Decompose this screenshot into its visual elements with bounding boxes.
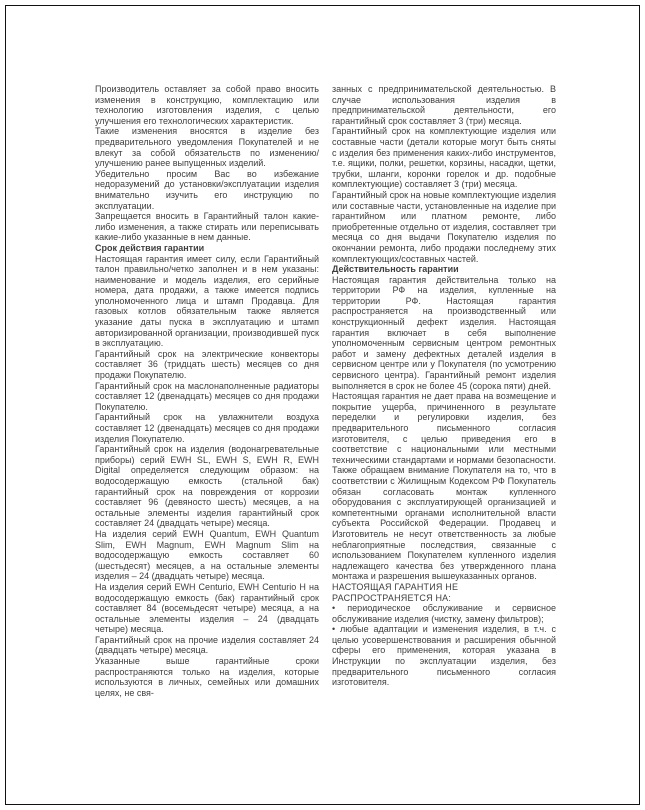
paragraph: Гарантийный срок на электрические конвекторы составляет 36 (тридцать шесть) месяцев со дня продажи Покупателю. <box>95 348 319 381</box>
paragraph: Указанные выше гарантийные сроки распространяются только на изделия, которые используются в личных, семейных или домашних целях, не свя- <box>95 656 319 698</box>
paragraph: Производитель оставляет за собой право вносить изменения в конструкцию, комплектацию или технологию изготовления изделия, с целью улучшения его технологических характеристик. <box>95 84 319 126</box>
section-heading: Действительность гарантии <box>332 264 459 275</box>
warranty-text-block <box>95 84 557 698</box>
paragraph: Гарантийный срок на изделия (водонагревательные приборы) серий EWH SL, EWH S, EWH R, EWH Digital определяется следующим образом: на водосодержащую емкость (стальной бак) гарантийный срок на повреждения от коррозии составляет 96 (девяносто шесть) месяцев, а на остальные элементы изделия гарантийный срок составляет 24 (двадцать четыре) месяца. <box>95 444 319 529</box>
paragraph: Убедительно просим Вас во избежание недоразумений до установки/эксплуатации изделия внимательно изучить его инструкцию по эксплуатации. <box>95 168 319 211</box>
paragraph: Запрещается вносить в Гарантийный талон какие-либо изменения, а также стирать или переписывать какие-либо указанные в нем данные. <box>95 211 319 243</box>
paragraph: Настоящая гарантия имеет силу, если Гарантийный талон правильно/четко заполнен и в нем указаны: наименование и модель изделия, его серийные номера, дата продажи, а также имеется подпись уполномоченного лица и штамп Продавца. Для газовых котлов обязательным также является указание даты пуска в эксплуатацию и штамп авторизированной организации, производившей пуск в эксплуатацию. <box>95 253 319 349</box>
bullet-item: • периодическое обслуживание и сервисное обслуживание изделия (чистку, замену фильтров); <box>332 603 556 624</box>
right-column <box>332 84 556 698</box>
paragraph: занных с предпринимательской деятельностью. В случае использования изделия в предпринимательской деятельности, его гарантийный срок составляет 3 (три) месяца. <box>332 84 556 126</box>
section-heading: Срок действия гарантии <box>95 242 205 253</box>
paragraph: Настоящая гарантия не дает права на возмещение и покрытие ущерба, причиненного в результате переделки и регулировки изделия, без предварительного письменного согласия изготовителя, с целью приведения его в соответствие с национальными или местными техническими стандартами и нормами безопасности. Также обращаем внимание Покупателя на то, что в соответствии с Жилищным Кодексом РФ Покупатель обязан согласовать монтаж купленного оборудования с эксплуатирующей организацией и компетентными органами исполнительной власти субъекта Российской Федерации. Продавец и Изготовитель не несут ответственность за любые неблагоприятные последствия, связанные с использованием Покупателем купленного изделия надлежащего качества без утвержденного плана монтажа и разрешения вышеуказанных органов. <box>332 391 556 582</box>
paragraph: Гарантийный срок на маслонаполненные радиаторы составляет 12 (двенадцать) месяцев со дня продажи Покупателю. <box>95 380 319 412</box>
paragraph: Такие изменения вносятся в изделие без предварительного уведомления Покупателей и не влекут за собой обязательств по изменению/улучшению ранее выпущенных изделий. <box>95 126 319 169</box>
paragraph: На изделия серий EWH Centurio, EWH Centurio H на водосодержащую емкость (бак) гарантийный срок составляет 84 (восемьдесят четыре) месяца, а на остальные элементы изделия – 24 (двадцать четыре) месяца. <box>95 581 319 635</box>
caps-heading: НАСТОЯЩАЯ ГАРАНТИЯ НЕ РАСПРОСТРАНЯЕТСЯ НА: <box>332 581 459 603</box>
paragraph: Настоящая гарантия действительна только на территории РФ на изделия, купленные на территории РФ. Настоящая гарантия распространяется на производственный или конструкционный дефект изделия. Настоящая гарантия включает в себя выполнение уполномоченным сервисным центром ремонтных работ и замену дефектных деталей изделия в сервисном центре или у Покупателя (по усмотрению сервисного центра). Гарантийный ремонт изделия выполняется в срок не более 45 (сорока пяти) дней. <box>332 274 556 391</box>
paragraph: Гарантийный срок на комплектующие изделия или составные части (детали которые могут быть сняты с изделия без применения каких-либо инструментов, т.е. ящики, полки, решетки, корзины, насадки, щетки, трубки, шланги, коронки горелок и др. подобные комплектующие) составляет 3 (три) месяца. <box>332 126 556 190</box>
paragraph: Гарантийный срок на прочие изделия составляет 24 (двадцать четыре) месяца. <box>95 634 319 656</box>
paragraph: Гарантийный срок на новые комплектующие изделия или составные части, установленные на изделие при гарантийном или платном ремонте, либо приобретенные отдельно от изделия, составляет три месяца со дня выдачи Покупателю изделия по окончании ремонта, либо продажи последнему этих комплектующих/составных частей. <box>332 189 556 264</box>
left-column <box>95 84 319 698</box>
paragraph: Гарантийный срок на увлажнители воздуха составляет 12 (двенадцать) месяцев со дня продажи изделия Покупателю. <box>95 412 319 444</box>
paragraph: На изделия серий EWH Quantum, EWH Quantum Slim, EWH Magnum, EWH Magnum Slim на водосодержащую емкость составляет 60 (шестьдесят) месяцев, а на остальные элементы изделия – 24 (двадцать четыре) месяца. <box>95 528 319 582</box>
bullet-item: • любые адаптации и изменения изделия, в т.ч. с целью усовершенствования и расширения обычной сферы его применения, которая указана в Инструкции по эксплуатации изделия, без предварительного письменного согласия изготовителя. <box>332 624 556 688</box>
